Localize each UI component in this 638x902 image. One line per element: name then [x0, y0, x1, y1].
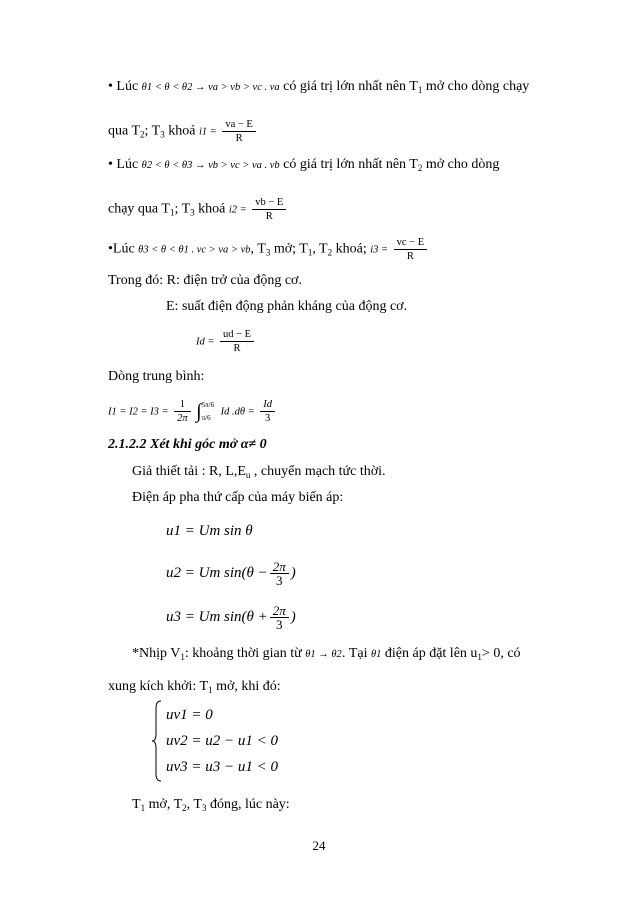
math-lhs: Id = — [196, 336, 215, 348]
subscript: 1 — [140, 803, 146, 813]
subscript: 3 — [201, 803, 207, 813]
subscript: 3 — [190, 207, 195, 218]
text: có giá trị lớn nhất nên T — [283, 157, 418, 172]
text: : khoảng thời gian từ — [184, 646, 302, 661]
text: khoá — [194, 201, 226, 217]
integral-sign: ∫ — [196, 400, 202, 423]
math-lhs: i3 = — [370, 244, 389, 256]
text: , T — [312, 241, 328, 257]
text: , T — [250, 241, 266, 257]
subscript: 1 — [169, 207, 175, 218]
fraction — [252, 196, 286, 223]
system-row-2 — [166, 732, 278, 750]
math-inline: u2 = Um sin(θ − — [166, 564, 268, 581]
numerator: 1 — [174, 398, 191, 412]
text: E: suất điện động phản kháng của động cơ. — [166, 299, 408, 314]
text: ; T — [144, 123, 161, 139]
text: ; T — [174, 201, 191, 217]
math-lhs: i2 = — [228, 204, 247, 216]
text: mở, T — [145, 797, 183, 812]
math-lhs: I1 = I2 = I3 = — [108, 406, 169, 418]
upper-limit: 5π/6 — [201, 400, 215, 409]
fraction — [394, 236, 428, 263]
numerator: Id — [260, 398, 275, 412]
paren: ) — [290, 608, 296, 625]
fraction — [270, 560, 289, 587]
line-18 — [108, 678, 281, 699]
math-inline: u1 = Um sin θ — [166, 523, 253, 539]
denominator: 3 — [276, 573, 283, 588]
line-19 — [132, 796, 290, 817]
text: Dòng trung bình: — [108, 369, 205, 384]
math-inline: θ2 < θ < θ3 → vb > vc > va . vb — [141, 160, 280, 171]
line-2 — [108, 118, 258, 145]
denominator: R — [235, 133, 243, 144]
line-12 — [132, 463, 386, 484]
math-inline: θ1 — [370, 649, 382, 660]
denominator: R — [265, 211, 273, 222]
system-row-3 — [166, 758, 278, 776]
subscript: 1 — [208, 685, 213, 695]
lower-limit: π/6 — [201, 413, 211, 422]
subscript: 2 — [140, 129, 145, 140]
formula-average — [108, 398, 277, 425]
text: Trong đó: R: điện trở của động cơ. — [108, 273, 302, 288]
text: khoá — [164, 123, 196, 139]
subscript: 1 — [180, 652, 185, 662]
system-row-1 — [166, 706, 213, 724]
denominator: 3 — [276, 617, 283, 632]
numerator: vc − E — [394, 236, 428, 250]
text: qua T — [108, 123, 141, 139]
text: khoá; — [332, 241, 367, 257]
section-heading — [108, 436, 267, 454]
fraction — [270, 604, 289, 631]
numerator: 2π — [270, 604, 289, 618]
heading-text: 2.1.2.2 Xét khi góc mở α≠ 0 — [108, 437, 267, 452]
subscript: 1 — [307, 247, 313, 258]
denominator: R — [406, 251, 414, 262]
text: mở cho dòng chạy — [422, 79, 530, 94]
subscript: 2 — [327, 247, 333, 258]
text: Điện áp pha thứ cấp của máy biến áp: — [132, 490, 344, 505]
text: xung kích khởi: T — [108, 679, 209, 694]
bullet-line-5 — [108, 236, 429, 263]
subscript: 1 — [417, 85, 423, 95]
math-inline: uv2 = u2 − u1 < 0 — [166, 733, 279, 749]
text: có giá trị lớn nhất nên T — [283, 79, 418, 94]
math-inline: uv1 = 0 — [166, 707, 213, 723]
line-7 — [166, 298, 407, 316]
text: mở; T — [270, 241, 308, 257]
bullet-line-1 — [108, 78, 529, 99]
paren: ) — [290, 564, 296, 581]
text: , T — [186, 797, 202, 812]
bullet: • — [108, 79, 113, 94]
text: chạy qua T — [108, 201, 170, 217]
bullet: • — [108, 157, 113, 172]
text: > 0, có — [481, 646, 521, 661]
subscript: 1 — [477, 652, 482, 662]
numerator: vb − E — [252, 196, 286, 210]
math-inline: θ3 < θ < θ1 . vc > va > vb — [138, 244, 251, 256]
fraction — [222, 118, 256, 145]
text: *Nhịp V — [132, 646, 181, 661]
bullet: • — [108, 241, 113, 257]
denominator: 2π — [177, 413, 188, 424]
subscript: 2 — [417, 163, 423, 173]
math-inline: uv3 = u3 − u1 < 0 — [166, 759, 279, 775]
line-9 — [108, 368, 204, 386]
math-inline: θ1 → θ2 — [305, 649, 342, 660]
text: Lúc — [116, 79, 139, 94]
text: Giả thiết tải : R, L,E — [132, 464, 246, 479]
text: Lúc — [112, 241, 135, 257]
text: T — [132, 797, 141, 812]
integral-limits — [202, 401, 214, 423]
line-13 — [132, 489, 343, 507]
text: mở, khi đó: — [212, 679, 281, 694]
subscript: 2 — [182, 803, 187, 813]
bullet-line-3 — [108, 156, 499, 177]
formula-u3 — [166, 604, 296, 631]
formula-u2 — [166, 560, 296, 587]
math-body: Id .dθ = — [220, 406, 255, 418]
formula-id — [196, 328, 256, 355]
text: mở cho dòng — [422, 157, 500, 172]
math-lhs: i1 = — [198, 126, 217, 138]
denominator: 3 — [264, 413, 271, 424]
fraction — [174, 398, 191, 425]
fraction — [220, 328, 254, 355]
page-number: 24 — [312, 838, 326, 853]
subscript: 3 — [265, 247, 271, 258]
line-17 — [132, 645, 521, 666]
numerator: ud − E — [220, 328, 254, 342]
numerator: va − E — [222, 118, 256, 132]
math-inline: θ1 < θ < θ2 → va > vb > vc . va — [141, 82, 280, 93]
subscript: u — [245, 470, 251, 480]
formula-u1 — [166, 522, 253, 540]
denominator: R — [233, 343, 241, 354]
math-inline: u3 = Um sin(θ + — [166, 608, 268, 625]
subscript: 3 — [160, 129, 165, 140]
numerator: 2π — [270, 560, 289, 574]
brace-icon — [152, 700, 162, 782]
line-4 — [108, 196, 288, 223]
line-6 — [108, 272, 302, 290]
text: Lúc — [116, 157, 139, 172]
text: đóng, lúc này: — [206, 797, 290, 812]
text: . Tại — [341, 646, 368, 661]
text: , chuyển mạch tức thời. — [250, 464, 386, 479]
fraction — [260, 398, 275, 425]
text: điện áp đặt lên u — [384, 646, 478, 661]
